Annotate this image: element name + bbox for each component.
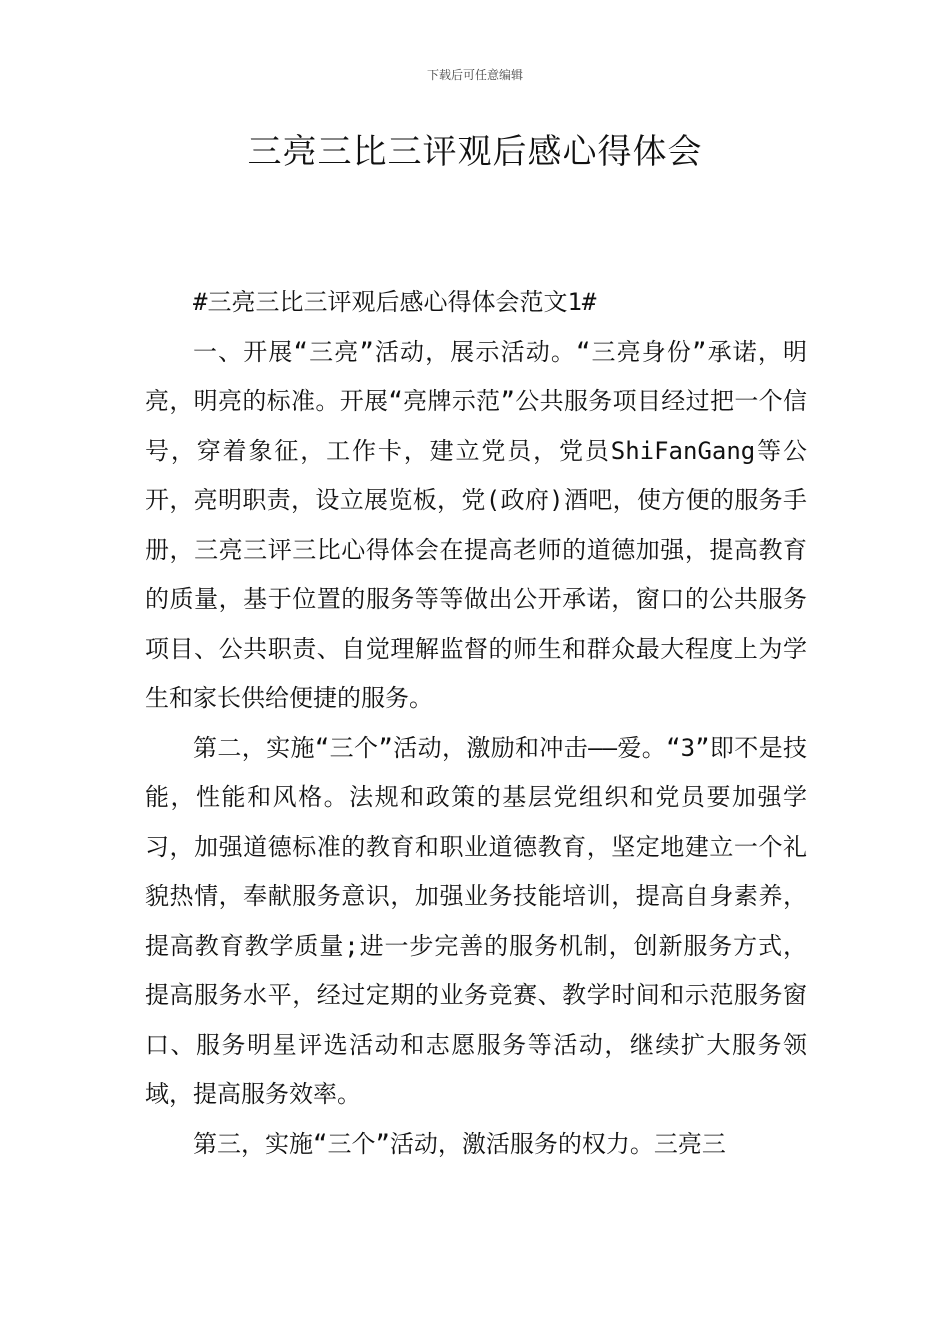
paragraph-3: 第三，实施“三个”活动，激活服务的权力。三亮三: [193, 1129, 726, 1158]
document-body: [145, 278, 807, 1169]
header-note: 下载后可任意编辑: [426, 68, 523, 82]
document-title: 三亮三比三评观后感心得体会: [247, 132, 703, 172]
paragraph-2: 第二，实施“三个”活动，激励和冲击——爱。“3”即不是技能，性能和风格。法规和政策的基层党组织和党员要加强学习，加强道德标准的教育和职业道德教育，坚定地建立一个礼貌热情，奉献服务意识，加强业务技能培训，提高自身素养，提高教育教学质量;进一步完善的服务机制，创新服务方式，提高服务水平，经过定期的业务竞赛、教学时间和示范服务窗口、服务明星评选活动和志愿服务等活动，继续扩大服务领域，提高服务效率。: [145, 733, 807, 1108]
paragraph-heading: #三亮三比三评观后感心得体会范文1#: [193, 288, 597, 316]
paragraph-1: 一、开展“三亮”活动，展示活动。“三亮身份”承诺，明亮，明亮的标准。开展“亮牌示范”公共服务项目经过把一个信号，穿着象征，工作卡，建立党员，党员ShiFanGang等公开，亮明职责，设立展览板，党(政府)酒吧，使方便的服务手册，三亮三评三比心得体会在提高老师的道德加强，提高教育的质量，基于位置的服务等等做出公开承诺，窗口的公共服务项目、公共职责、自觉理解监督的师生和群众最大程度上为学生和家长供给便捷的服务。: [145, 337, 807, 712]
